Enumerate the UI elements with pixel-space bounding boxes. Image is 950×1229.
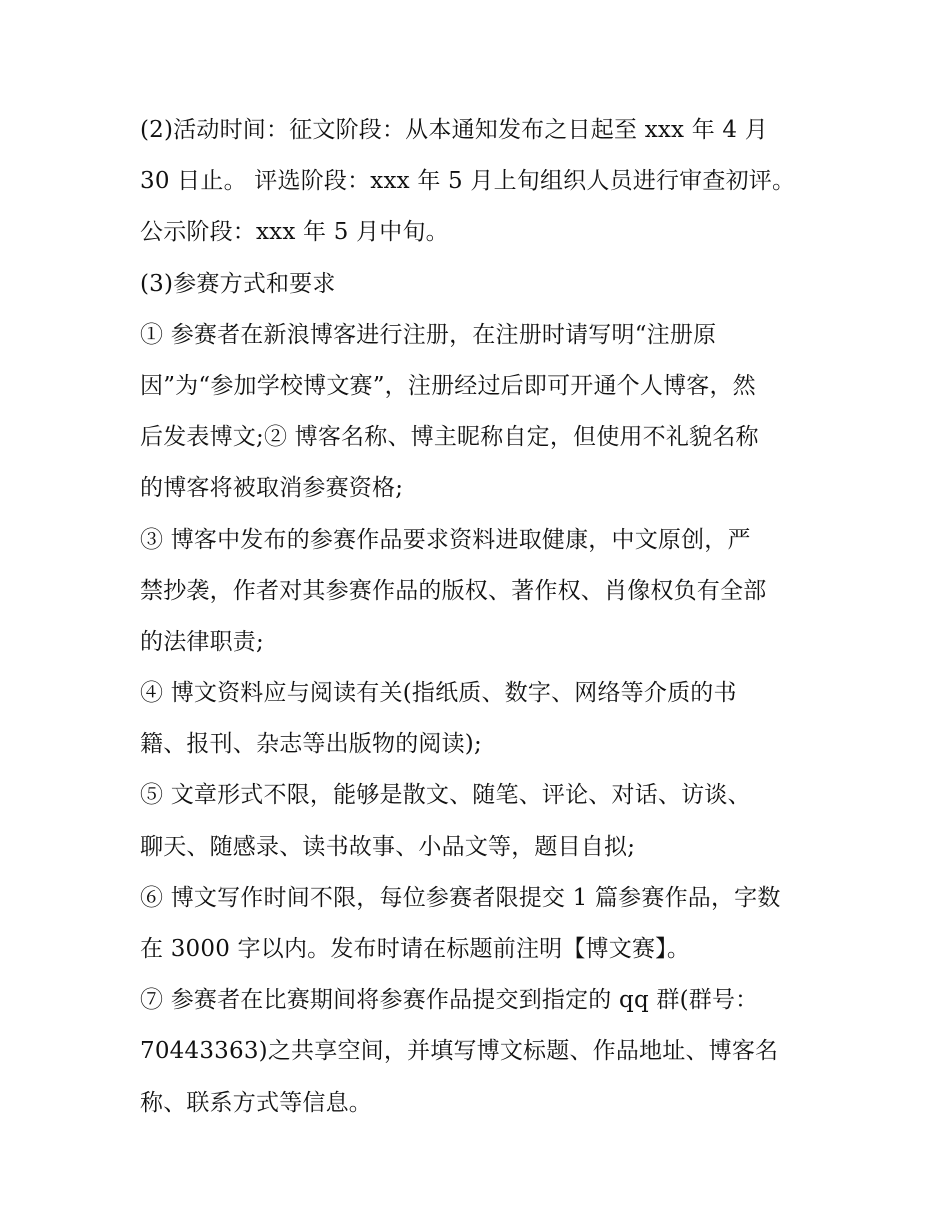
text-line-rule-5a: ⑤ 文章形式不限，能够是散文、随笔、评论、对话、访谈、 — [140, 782, 751, 809]
text-line-rule-6a: ⑥ 博文写作时间不限，每位参赛者限提交 1 篇参赛作品，字数 — [140, 884, 781, 911]
text-line-rule-1b: 因”为“参加学校博文赛”，注册经过后即可开通个人博客，然 — [140, 372, 756, 399]
text-line-rule-3c: 的法律职责; — [140, 628, 264, 655]
text-line-rule-2b: 的博客将被取消参赛资格; — [140, 475, 404, 502]
text-line-rule-6b: 在 3000 字以内。发布时请在标题前注明【博文赛】。 — [140, 936, 691, 962]
text-line-rule-4a: ④ 博文资料应与阅读有关(指纸质、数字、网络等介质的书 — [140, 680, 737, 707]
text-line-rule-5b: 聊天、随感录、读书故事、小品文等，题目自拟; — [140, 833, 636, 860]
text-line-rule-2a: 后发表博文;② 博客名称、博主昵称自定，但使用不礼貌名称 — [140, 424, 759, 451]
section-heading-participation: (3)参赛方式和要求 — [140, 270, 336, 297]
text-line-rule-1a: ① 参赛者在新浪博客进行注册，在注册时请写明“注册原 — [140, 321, 717, 348]
text-line-rule-7c: 称、联系方式等信息。 — [140, 1089, 372, 1116]
document-body — [140, 110, 820, 1134]
text-line-rule-4b: 籍、报刊、杂志等出版物的阅读); — [140, 731, 482, 758]
text-line-activity-time: (2)活动时间：征文阶段：从本通知发布之日起至 xxx 年 4 月 — [140, 117, 768, 143]
text-line-rule-3b: 禁抄袭，作者对其参赛作品的版权、著作权、肖像权负有全部 — [140, 577, 767, 604]
text-line-publicity-stage: 公示阶段：xxx 年 5 月中旬。 — [140, 219, 449, 246]
text-line-selection-stage: 30 日止。 评选阶段：xxx 年 5 月上旬组织人员进行审查初评。 — [140, 168, 796, 195]
text-line-rule-7a: ⑦ 参赛者在比赛期间将参赛作品提交到指定的 qq 群(群号： — [140, 987, 759, 1014]
text-line-rule-7b: 70443363)之共享空间，并填写博文标题、作品地址、博客名 — [140, 1038, 779, 1065]
text-line-rule-3a: ③ 博客中发布的参赛作品要求资料进取健康，中文原创，严 — [140, 526, 751, 553]
